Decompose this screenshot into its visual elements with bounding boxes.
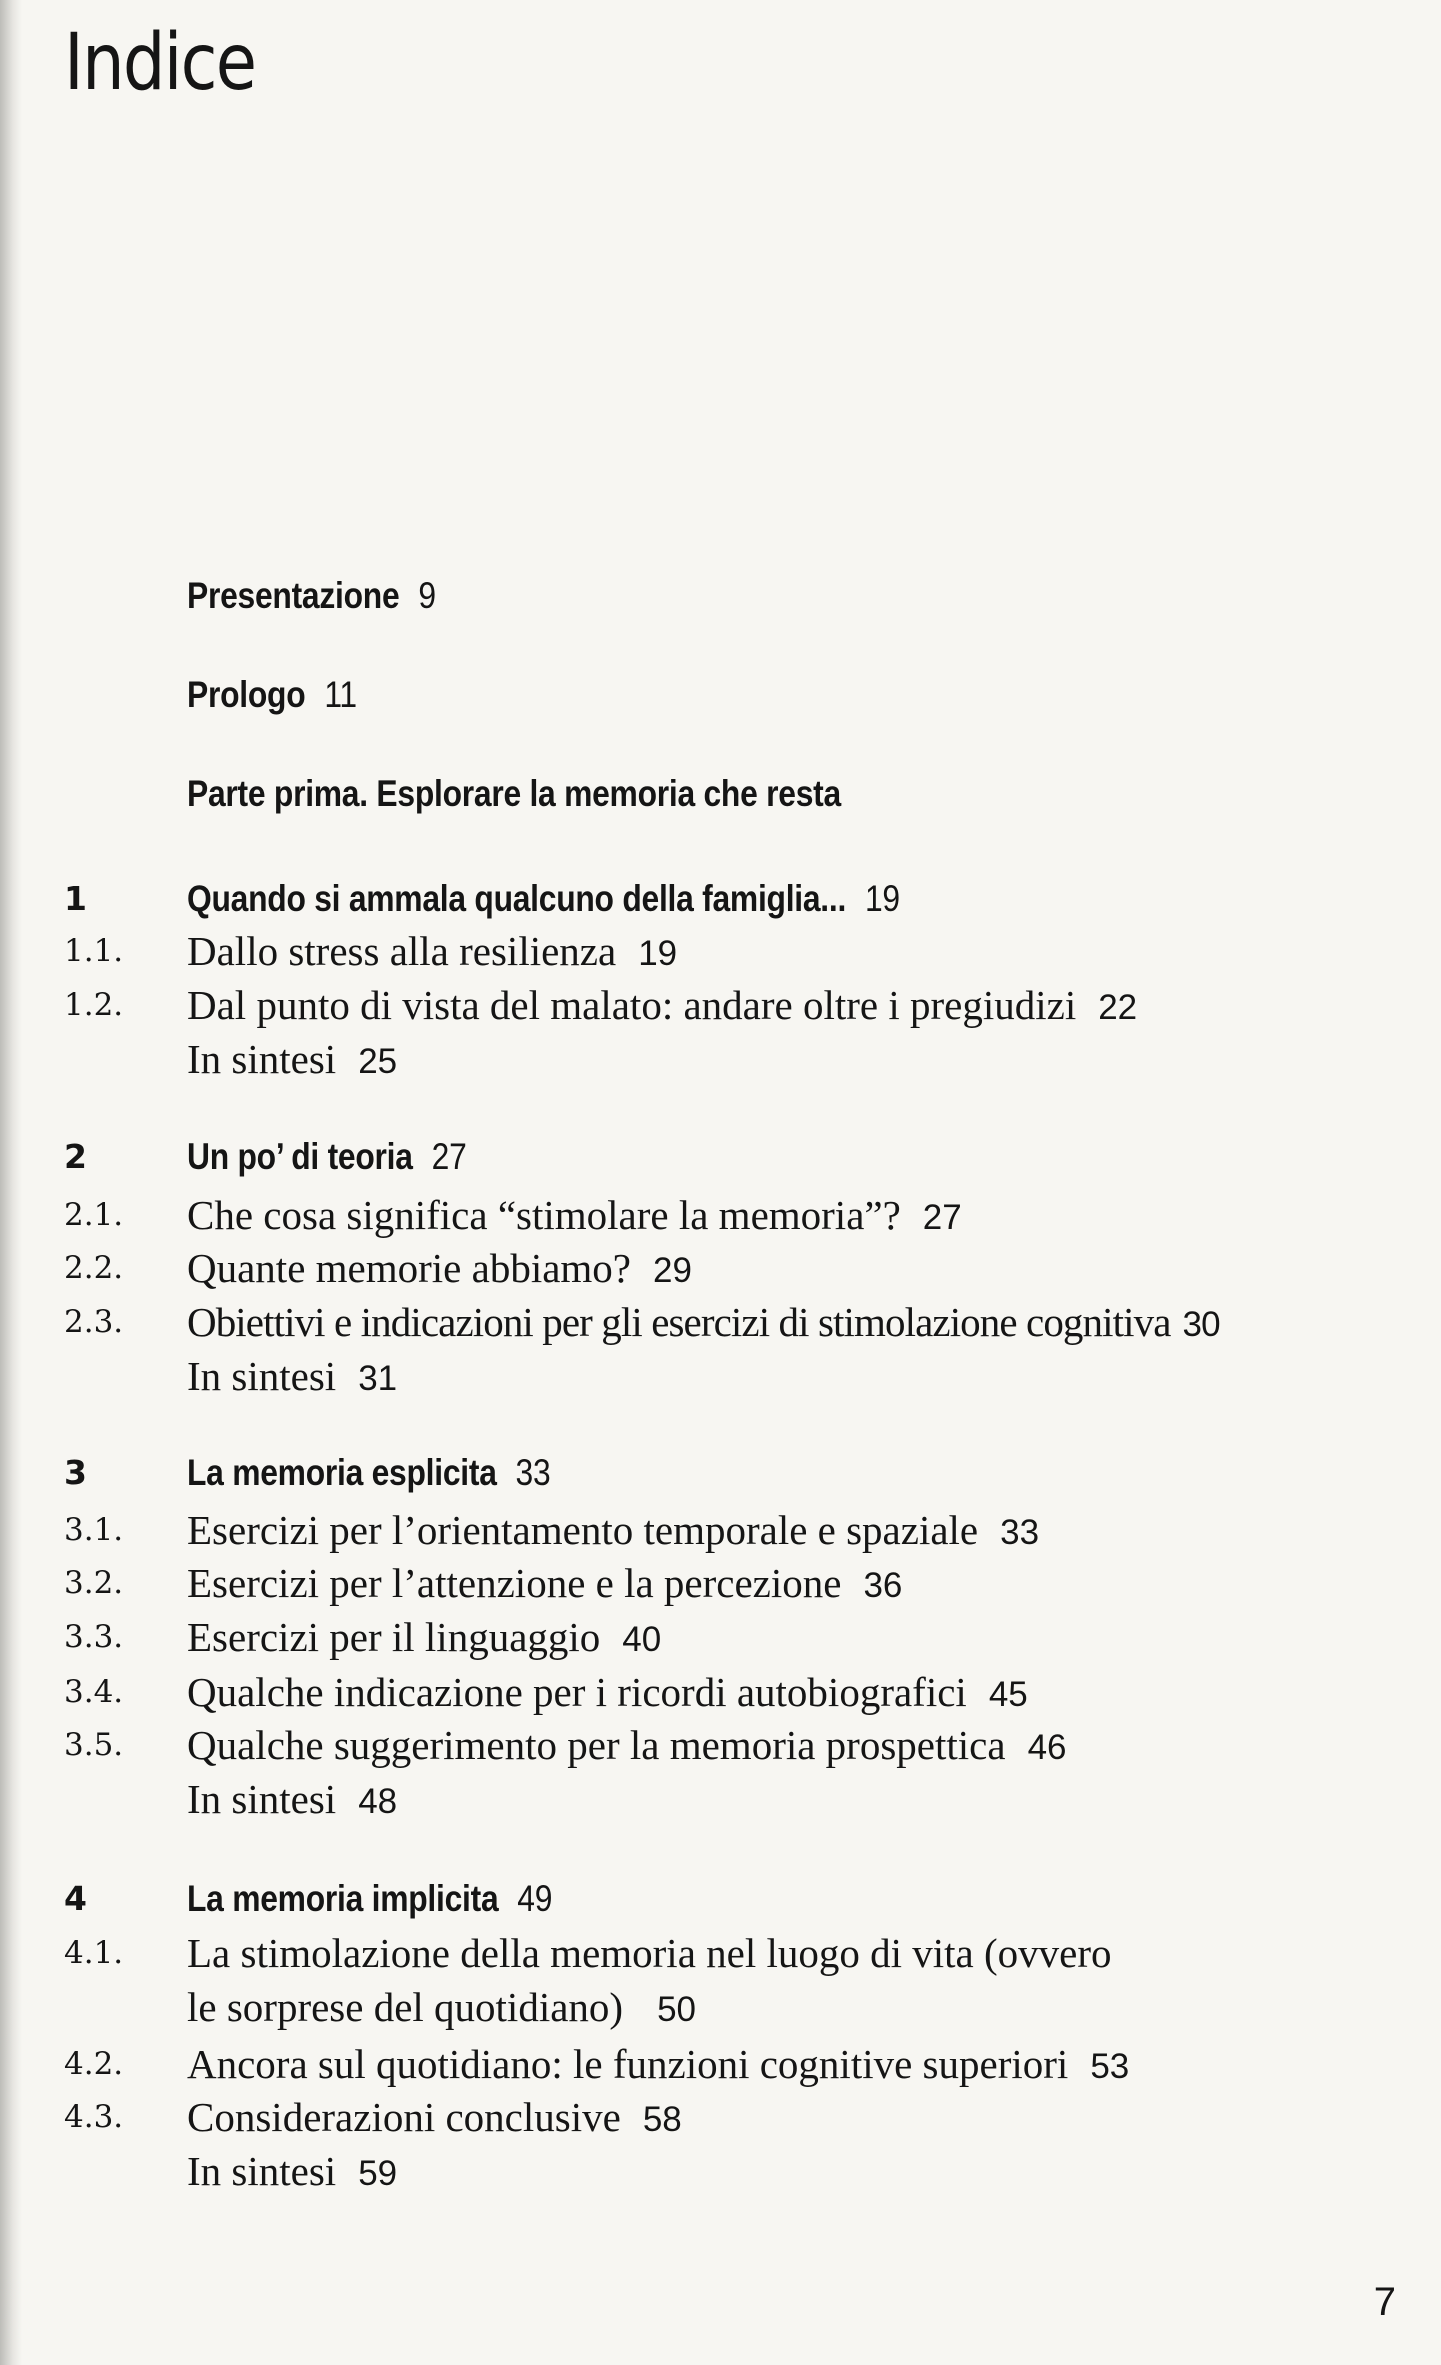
toc-entry-page: 27 xyxy=(431,1135,467,1177)
chapter-title: La memoria esplicita 33 xyxy=(187,1452,551,1493)
part-title: Parte prima. Esplorare la memoria che resta xyxy=(187,772,841,814)
toc-entry-label: Che cosa significa “stimolare la memoria”? 27 xyxy=(187,1192,962,1238)
toc-entry-label: Presentazione 9 xyxy=(187,574,436,616)
entry-number: 3.2. xyxy=(64,1564,124,1601)
toc-entry-page: 45 xyxy=(988,1675,1028,1714)
toc-entry-page: 46 xyxy=(1027,1727,1067,1767)
chapter-heading[interactable] xyxy=(0,1872,1441,1926)
toc-entry-prologo[interactable] xyxy=(0,668,1441,722)
toc-entry-page: 59 xyxy=(358,2153,398,2193)
entry-number: 4.3. xyxy=(64,2098,124,2135)
toc-entry-page: 27 xyxy=(922,1198,962,1237)
toc-entry[interactable] xyxy=(0,924,1441,978)
toc-entry-label: Qualche indicazione per i ricordi autobiografici 45 xyxy=(187,1669,1028,1715)
chapter-heading[interactable] xyxy=(0,872,1441,926)
toc-entry-page: 9 xyxy=(418,574,436,616)
toc-entry-summary[interactable] xyxy=(0,1349,1441,1403)
entry-number: 3.4. xyxy=(64,1674,124,1710)
toc-entry[interactable] xyxy=(0,1503,1441,1557)
toc-entry-label: le sorprese del quotidiano) 50 xyxy=(187,1984,697,2030)
toc-entry-page: 33 xyxy=(1000,1513,1040,1552)
toc-entry[interactable] xyxy=(0,1295,1441,1349)
toc-entry[interactable] xyxy=(0,1665,1441,1719)
toc-entry-label: Quante memorie abbiamo? 29 xyxy=(187,1244,692,1291)
entry-number: 1.1. xyxy=(64,933,124,969)
toc-entry-page: 29 xyxy=(653,1250,692,1290)
toc-entry-presentazione[interactable] xyxy=(0,569,1441,623)
toc-entry-label: In sintesi 25 xyxy=(187,1036,398,1082)
toc-entry-page: 48 xyxy=(358,1781,398,1821)
toc-entry[interactable] xyxy=(0,1926,1441,1980)
toc-entry-label: Esercizi per l’attenzione e la percezione 36 xyxy=(187,1559,903,1606)
toc-entry-label: Qualche suggerimento per la memoria prospettica 46 xyxy=(187,1721,1067,1768)
entry-number: 4.1. xyxy=(64,1935,124,1971)
toc-entry[interactable] xyxy=(0,1556,1441,1610)
toc-entry-label: Esercizi per l’orientamento temporale e spaziale 33 xyxy=(187,1507,1040,1553)
toc-entry-label: In sintesi 59 xyxy=(187,2147,398,2194)
chapter-title: Un po’ di teoria 27 xyxy=(187,1135,467,1177)
entry-number: 2.1. xyxy=(64,1197,124,1233)
chapter-number: 1 xyxy=(64,878,87,918)
entry-number: 4.2. xyxy=(64,2046,124,2082)
toc-entry-label: Dal punto di vista del malato: andare oltre i pregiudizi 22 xyxy=(187,982,1138,1028)
chapter-heading[interactable] xyxy=(0,1446,1441,1500)
toc-entry-page: 33 xyxy=(515,1452,551,1493)
entry-number: 2.2. xyxy=(64,1249,124,1286)
toc-entry-label: Considerazioni conclusive 58 xyxy=(187,2093,682,2140)
toc-entry-summary[interactable] xyxy=(0,2144,1441,2198)
toc-entry[interactable] xyxy=(0,1241,1441,1295)
page-title: Indice xyxy=(64,18,256,108)
page-number: 7 xyxy=(1373,2280,1396,2324)
chapter-title: Quando si ammala qualcuno della famiglia... 19 xyxy=(187,877,900,919)
toc-entry-page: 30 xyxy=(1182,1304,1220,1344)
toc-entry-label: La stimolazione della memoria nel luogo di vita (ovvero xyxy=(187,1930,1112,1976)
toc-entry-page: 19 xyxy=(638,934,678,973)
part-heading xyxy=(0,767,1441,821)
toc-entry[interactable] xyxy=(0,1718,1441,1772)
toc-entry-label: Esercizi per il linguaggio 40 xyxy=(187,1613,662,1660)
toc-entry-page: 11 xyxy=(324,673,357,715)
toc-entry[interactable] xyxy=(0,1188,1441,1242)
toc-entry[interactable] xyxy=(0,2037,1441,2091)
toc-entry-page: 25 xyxy=(358,1042,398,1081)
toc-entry-label: In sintesi 31 xyxy=(187,1352,398,1399)
toc-entry-page: 53 xyxy=(1090,2047,1130,2086)
toc-entry-page: 31 xyxy=(358,1358,398,1398)
toc-entry[interactable] xyxy=(0,2090,1441,2144)
toc-entry-label: Dallo stress alla resilienza 19 xyxy=(187,928,678,974)
toc-entry-label: Prologo 11 xyxy=(187,673,357,715)
toc-entry-page: 36 xyxy=(863,1565,903,1605)
chapter-number: 2 xyxy=(64,1136,87,1176)
entry-number: 1.2. xyxy=(64,987,124,1023)
toc-entry-page: 58 xyxy=(642,2099,682,2139)
toc-entry-page: 50 xyxy=(657,1990,697,2029)
toc-entry-page: 49 xyxy=(517,1878,553,1919)
toc-entry-summary[interactable] xyxy=(0,1772,1441,1826)
toc-entry-continuation[interactable] xyxy=(0,1980,1441,2034)
entry-number: 3.1. xyxy=(64,1512,124,1548)
toc-entry-page: 40 xyxy=(622,1619,662,1659)
toc-entry-page: 19 xyxy=(864,877,900,919)
toc-entry-page: 22 xyxy=(1098,988,1138,1027)
chapter-number: 4 xyxy=(64,1879,87,1918)
toc-entry-label: Ancora sul quotidiano: le funzioni cognitive superiori 53 xyxy=(187,2041,1130,2087)
chapter-heading[interactable] xyxy=(0,1130,1441,1184)
toc-entry-summary[interactable] xyxy=(0,1032,1441,1086)
toc-entry[interactable] xyxy=(0,1610,1441,1664)
toc-entry-label: In sintesi 48 xyxy=(187,1775,398,1822)
entry-number: 3.5. xyxy=(64,1726,124,1763)
chapter-number: 3 xyxy=(64,1453,87,1492)
entry-number: 3.3. xyxy=(64,1618,124,1655)
toc-entry[interactable] xyxy=(0,978,1441,1032)
toc-entry-label: Obiettivi e indicazioni per gli esercizi di stimolazione cognitiva 30 xyxy=(187,1298,1220,1345)
chapter-title: La memoria implicita 49 xyxy=(187,1878,553,1919)
entry-number: 2.3. xyxy=(64,1303,124,1340)
